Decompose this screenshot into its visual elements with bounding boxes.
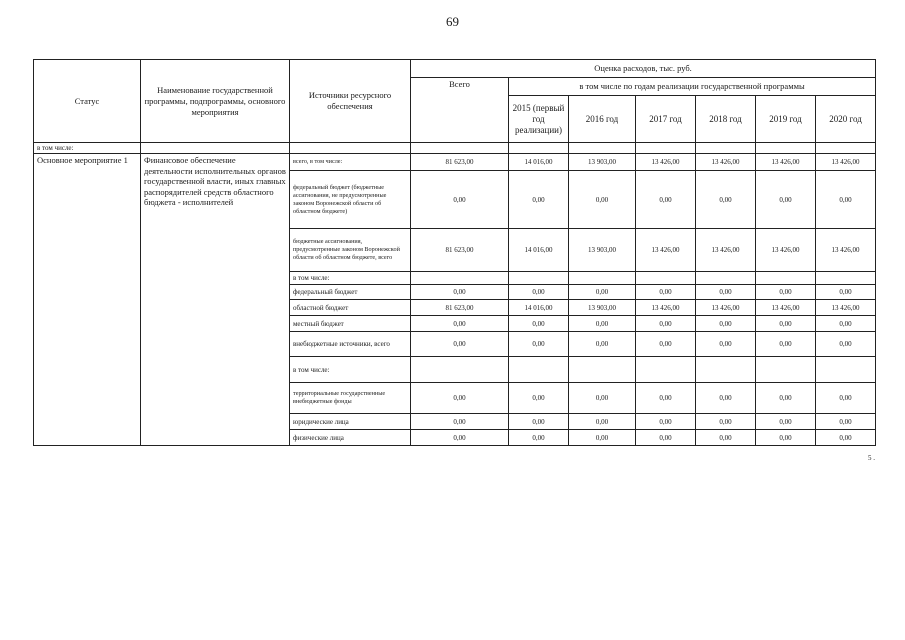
value-cell: 14 016,00: [509, 229, 569, 272]
value-cell: 13 903,00: [569, 300, 636, 316]
header-year: 2018 год: [696, 96, 756, 143]
value-cell: 0,00: [411, 383, 509, 414]
value-cell: 0,00: [636, 383, 696, 414]
value-cell: 13 426,00: [756, 229, 816, 272]
value-cell: 0,00: [569, 285, 636, 300]
value-cell: 0,00: [756, 316, 816, 332]
source-label: местный бюджет: [290, 316, 411, 332]
header-year: 2017 год: [636, 96, 696, 143]
value-cell: 0,00: [696, 285, 756, 300]
value-cell: 13 426,00: [696, 300, 756, 316]
value-cell: 13 426,00: [636, 300, 696, 316]
value-cell: 13 903,00: [569, 229, 636, 272]
value-cell: 0,00: [509, 332, 569, 357]
value-cell: 0,00: [756, 332, 816, 357]
source-label: внебюджетные источники, всего: [290, 332, 411, 357]
source-label: областной бюджет: [290, 300, 411, 316]
value-cell: 0,00: [816, 430, 876, 446]
section-label: в том числе:: [34, 143, 141, 154]
value-cell: 0,00: [816, 285, 876, 300]
value-cell: 0,00: [411, 171, 509, 229]
program-name-cell: Финансовое обеспечение деятельности исполнительных органов государственной власти, иных главных распорядителей средств областного бюджета - исполнителей: [141, 154, 290, 446]
value-cell: 0,00: [509, 316, 569, 332]
value-cell: 0,00: [696, 316, 756, 332]
value-cell: 0,00: [756, 383, 816, 414]
header-status: Статус: [34, 60, 141, 143]
value-cell: 0,00: [756, 285, 816, 300]
value-cell: 0,00: [816, 332, 876, 357]
value-cell: 0,00: [569, 171, 636, 229]
value-cell: 0,00: [569, 332, 636, 357]
value-cell: 13 426,00: [636, 229, 696, 272]
value-cell: 81 623,00: [411, 229, 509, 272]
expense-table: [33, 59, 876, 446]
value-cell: 0,00: [509, 285, 569, 300]
source-label: юридические лица: [290, 414, 411, 430]
value-cell: 13 426,00: [696, 229, 756, 272]
value-cell: 13 426,00: [816, 229, 876, 272]
value-cell: 13 426,00: [636, 154, 696, 171]
source-label: бюджетные ассигнования, предусмотренные законом Воронежской области об областном бюджете, всего: [290, 229, 411, 272]
header-by-years: в том числе по годам реализации государственной программы: [509, 78, 876, 96]
header-estimate: Оценка расходов, тыс. руб.: [411, 60, 876, 78]
value-cell: 0,00: [636, 285, 696, 300]
header-year: 2015 (первый год реализации): [509, 96, 569, 143]
value-cell: 0,00: [509, 430, 569, 446]
value-cell: 0,00: [569, 430, 636, 446]
source-label: федеральный бюджет (бюджетные ассигнования, не предусмотренные законом Воронежской области об областном бюджете): [290, 171, 411, 229]
value-cell: 0,00: [569, 316, 636, 332]
value-cell: 13 426,00: [816, 154, 876, 171]
value-cell: 0,00: [636, 171, 696, 229]
value-cell: 81 623,00: [411, 154, 509, 171]
source-label: федеральный бюджет: [290, 285, 411, 300]
value-cell: 0,00: [696, 414, 756, 430]
value-cell: 13 426,00: [756, 154, 816, 171]
value-cell: 0,00: [411, 332, 509, 357]
source-label: территориальные государственные внебюджетные фонды: [290, 383, 411, 414]
value-cell: 0,00: [636, 316, 696, 332]
value-cell: 0,00: [411, 430, 509, 446]
value-cell: 0,00: [509, 171, 569, 229]
header-sources: Источники ресурсного обеспечения: [290, 60, 411, 143]
source-label: в том числе:: [290, 357, 411, 383]
value-cell: 13 426,00: [696, 154, 756, 171]
value-cell: 0,00: [569, 414, 636, 430]
value-cell: 0,00: [509, 414, 569, 430]
value-cell: 14 016,00: [509, 300, 569, 316]
header-year: 2020 год: [816, 96, 876, 143]
value-cell: 0,00: [696, 383, 756, 414]
value-cell: 0,00: [756, 171, 816, 229]
value-cell: 0,00: [411, 285, 509, 300]
value-cell: 13 426,00: [756, 300, 816, 316]
value-cell: 0,00: [569, 383, 636, 414]
value-cell: 0,00: [816, 383, 876, 414]
status-cell: Основное мероприятие 1: [34, 154, 141, 446]
source-label: физические лица: [290, 430, 411, 446]
value-cell: 14 016,00: [509, 154, 569, 171]
source-label: всего, в том числе:: [290, 154, 411, 171]
value-cell: 0,00: [756, 430, 816, 446]
value-cell: 0,00: [816, 414, 876, 430]
value-cell: 81 623,00: [411, 300, 509, 316]
value-cell: 0,00: [696, 430, 756, 446]
header-year: 2019 год: [756, 96, 816, 143]
value-cell: 0,00: [411, 316, 509, 332]
header-year: 2016 год: [569, 96, 636, 143]
value-cell: 0,00: [636, 414, 696, 430]
value-cell: 13 903,00: [569, 154, 636, 171]
header-name: Наименование государственной программы, подпрограммы, основного мероприятия: [141, 60, 290, 143]
value-cell: 0,00: [816, 171, 876, 229]
value-cell: 0,00: [756, 414, 816, 430]
value-cell: 0,00: [816, 316, 876, 332]
value-cell: 0,00: [636, 332, 696, 357]
corner-mark: 5 .: [868, 454, 875, 462]
source-label: в том числе:: [290, 272, 411, 285]
value-cell: 0,00: [509, 383, 569, 414]
value-cell: 13 426,00: [816, 300, 876, 316]
value-cell: 0,00: [696, 332, 756, 357]
header-total: Всего: [411, 78, 509, 143]
value-cell: 0,00: [411, 414, 509, 430]
value-cell: 0,00: [696, 171, 756, 229]
page-number: 69: [446, 14, 459, 29]
value-cell: 0,00: [636, 430, 696, 446]
